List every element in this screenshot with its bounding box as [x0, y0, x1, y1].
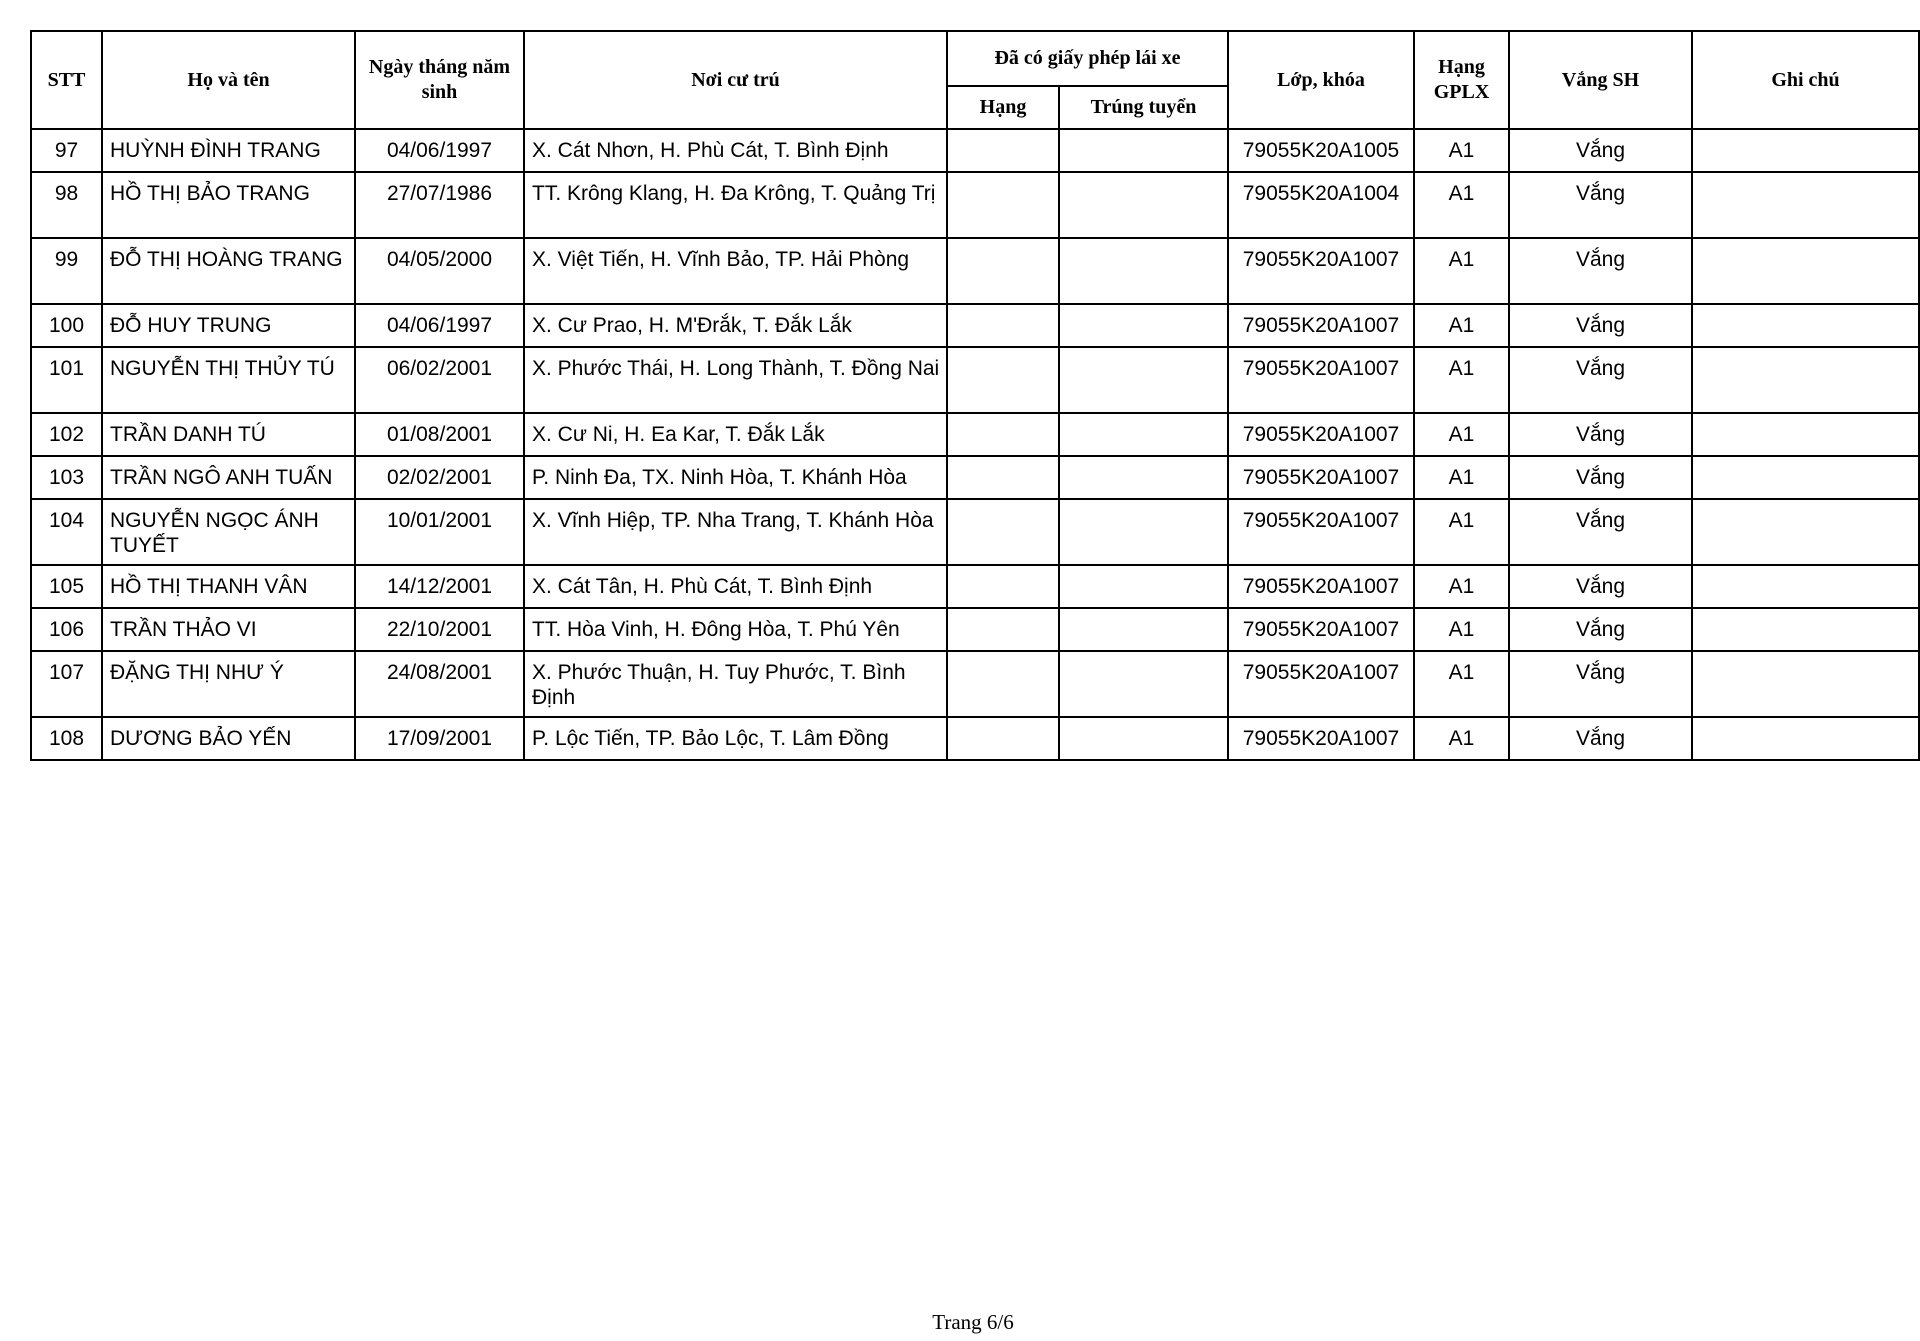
cell-gplx-class: A1 [1414, 238, 1509, 304]
cell-note [1692, 304, 1919, 347]
cell-name: ĐẶNG THỊ NHƯ Ý [102, 651, 355, 717]
cell-name: TRẦN NGÔ ANH TUẤN [102, 456, 355, 499]
cell-stt: 97 [31, 129, 102, 172]
cell-name: HUỲNH ĐÌNH TRANG [102, 129, 355, 172]
cell-dob: 06/02/2001 [355, 347, 524, 413]
header-absent: Vắng SH [1509, 31, 1692, 129]
cell-gplx-class: A1 [1414, 499, 1509, 565]
header-gplx-class: Hạng GPLX [1414, 31, 1509, 129]
cell-dob: 10/01/2001 [355, 499, 524, 565]
cell-absent: Vắng [1509, 347, 1692, 413]
cell-note [1692, 347, 1919, 413]
cell-course: 79055K20A1007 [1228, 238, 1414, 304]
table-header [31, 31, 1919, 129]
cell-note [1692, 456, 1919, 499]
table-row [31, 413, 1919, 456]
cell-name: HỒ THỊ THANH VÂN [102, 565, 355, 608]
cell-residence: X. Cát Tân, H. Phù Cát, T. Bình Định [524, 565, 947, 608]
table-row [31, 172, 1919, 238]
cell-license-pass [1059, 499, 1228, 565]
cell-absent: Vắng [1509, 456, 1692, 499]
cell-gplx-class: A1 [1414, 304, 1509, 347]
cell-gplx-class: A1 [1414, 565, 1509, 608]
cell-license-pass [1059, 651, 1228, 717]
cell-gplx-class: A1 [1414, 172, 1509, 238]
cell-license-class [947, 651, 1059, 717]
cell-license-class [947, 413, 1059, 456]
cell-license-class [947, 717, 1059, 760]
table-row [31, 129, 1919, 172]
cell-course: 79055K20A1007 [1228, 565, 1414, 608]
cell-license-pass [1059, 413, 1228, 456]
table-row [31, 499, 1919, 565]
cell-stt: 104 [31, 499, 102, 565]
cell-dob: 01/08/2001 [355, 413, 524, 456]
cell-note [1692, 608, 1919, 651]
cell-gplx-class: A1 [1414, 129, 1509, 172]
cell-stt: 103 [31, 456, 102, 499]
cell-residence: X. Việt Tiến, H. Vĩnh Bảo, TP. Hải Phòng [524, 238, 947, 304]
header-stt: STT [31, 31, 102, 129]
cell-absent: Vắng [1509, 413, 1692, 456]
cell-license-class [947, 565, 1059, 608]
cell-license-class [947, 304, 1059, 347]
student-list-table [30, 30, 1920, 761]
cell-absent: Vắng [1509, 172, 1692, 238]
cell-license-pass [1059, 456, 1228, 499]
page-number: Trang 6/6 [932, 1310, 1014, 1334]
cell-stt: 105 [31, 565, 102, 608]
table-row [31, 304, 1919, 347]
table-row [31, 608, 1919, 651]
cell-course: 79055K20A1005 [1228, 129, 1414, 172]
header-license-group: Đã có giấy phép lái xe [947, 31, 1228, 86]
header-course: Lớp, khóa [1228, 31, 1414, 129]
cell-residence: X. Vĩnh Hiệp, TP. Nha Trang, T. Khánh Hòa [524, 499, 947, 565]
cell-residence: P. Lộc Tiến, TP. Bảo Lộc, T. Lâm Đồng [524, 717, 947, 760]
cell-absent: Vắng [1509, 129, 1692, 172]
cell-residence: TT. Hòa Vinh, H. Đông Hòa, T. Phú Yên [524, 608, 947, 651]
cell-absent: Vắng [1509, 238, 1692, 304]
cell-course: 79055K20A1007 [1228, 413, 1414, 456]
cell-note [1692, 717, 1919, 760]
cell-course: 79055K20A1007 [1228, 304, 1414, 347]
cell-residence: X. Cư Prao, H. M'Đrắk, T. Đắk Lắk [524, 304, 947, 347]
cell-residence: X. Cư Ni, H. Ea Kar, T. Đắk Lắk [524, 413, 947, 456]
cell-license-class [947, 238, 1059, 304]
cell-absent: Vắng [1509, 651, 1692, 717]
cell-residence: X. Phước Thuận, H. Tuy Phước, T. Bình Định [524, 651, 947, 717]
cell-license-class [947, 456, 1059, 499]
cell-gplx-class: A1 [1414, 608, 1509, 651]
cell-dob: 27/07/1986 [355, 172, 524, 238]
cell-stt: 101 [31, 347, 102, 413]
header-note: Ghi chú [1692, 31, 1919, 129]
cell-note [1692, 172, 1919, 238]
cell-stt: 100 [31, 304, 102, 347]
cell-dob: 04/06/1997 [355, 304, 524, 347]
cell-course: 79055K20A1007 [1228, 347, 1414, 413]
table-row [31, 238, 1919, 304]
table-body [31, 129, 1919, 760]
cell-course: 79055K20A1007 [1228, 651, 1414, 717]
cell-dob: 22/10/2001 [355, 608, 524, 651]
cell-dob: 04/06/1997 [355, 129, 524, 172]
cell-license-pass [1059, 238, 1228, 304]
header-residence: Nơi cư trú [524, 31, 947, 129]
cell-note [1692, 129, 1919, 172]
cell-license-pass [1059, 717, 1228, 760]
cell-residence: TT. Krông Klang, H. Đa Krông, T. Quảng Trị [524, 172, 947, 238]
cell-license-pass [1059, 129, 1228, 172]
header-row-top [31, 31, 1919, 86]
cell-license-class [947, 499, 1059, 565]
cell-note [1692, 499, 1919, 565]
cell-course: 79055K20A1007 [1228, 717, 1414, 760]
table-row [31, 456, 1919, 499]
header-name: Họ và tên [102, 31, 355, 129]
cell-residence: X. Cát Nhơn, H. Phù Cát, T. Bình Định [524, 129, 947, 172]
cell-license-class [947, 347, 1059, 413]
cell-stt: 106 [31, 608, 102, 651]
cell-dob: 04/05/2000 [355, 238, 524, 304]
cell-gplx-class: A1 [1414, 413, 1509, 456]
cell-license-class [947, 608, 1059, 651]
cell-course: 79055K20A1004 [1228, 172, 1414, 238]
table-row [31, 347, 1919, 413]
header-license-pass: Trúng tuyển [1059, 86, 1228, 129]
cell-stt: 98 [31, 172, 102, 238]
cell-name: TRẦN THẢO VI [102, 608, 355, 651]
cell-course: 79055K20A1007 [1228, 456, 1414, 499]
cell-license-pass [1059, 608, 1228, 651]
cell-note [1692, 413, 1919, 456]
cell-license-class [947, 129, 1059, 172]
table-row [31, 651, 1919, 717]
cell-name: NGUYỄN THỊ THỦY TÚ [102, 347, 355, 413]
cell-name: HỒ THỊ BẢO TRANG [102, 172, 355, 238]
cell-gplx-class: A1 [1414, 456, 1509, 499]
cell-course: 79055K20A1007 [1228, 499, 1414, 565]
cell-license-class [947, 172, 1059, 238]
cell-course: 79055K20A1007 [1228, 608, 1414, 651]
cell-residence: X. Phước Thái, H. Long Thành, T. Đồng Nai [524, 347, 947, 413]
cell-absent: Vắng [1509, 304, 1692, 347]
cell-license-pass [1059, 565, 1228, 608]
cell-note [1692, 238, 1919, 304]
cell-name: NGUYỄN NGỌC ÁNH TUYẾT [102, 499, 355, 565]
cell-note [1692, 565, 1919, 608]
cell-name: ĐỖ THỊ HOÀNG TRANG [102, 238, 355, 304]
cell-residence: P. Ninh Đa, TX. Ninh Hòa, T. Khánh Hòa [524, 456, 947, 499]
cell-stt: 102 [31, 413, 102, 456]
table-row [31, 565, 1919, 608]
cell-dob: 17/09/2001 [355, 717, 524, 760]
cell-stt: 108 [31, 717, 102, 760]
cell-absent: Vắng [1509, 499, 1692, 565]
cell-absent: Vắng [1509, 717, 1692, 760]
cell-dob: 02/02/2001 [355, 456, 524, 499]
cell-stt: 99 [31, 238, 102, 304]
cell-gplx-class: A1 [1414, 651, 1509, 717]
cell-license-pass [1059, 304, 1228, 347]
header-license-class: Hạng [947, 86, 1059, 129]
cell-license-pass [1059, 172, 1228, 238]
cell-name: ĐỖ HUY TRUNG [102, 304, 355, 347]
cell-name: DƯƠNG BẢO YẾN [102, 717, 355, 760]
table-row [31, 717, 1919, 760]
cell-absent: Vắng [1509, 608, 1692, 651]
cell-name: TRẦN DANH TÚ [102, 413, 355, 456]
cell-dob: 14/12/2001 [355, 565, 524, 608]
header-dob: Ngày tháng năm sinh [355, 31, 524, 129]
cell-gplx-class: A1 [1414, 717, 1509, 760]
cell-dob: 24/08/2001 [355, 651, 524, 717]
cell-gplx-class: A1 [1414, 347, 1509, 413]
cell-license-pass [1059, 347, 1228, 413]
cell-note [1692, 651, 1919, 717]
cell-stt: 107 [31, 651, 102, 717]
cell-absent: Vắng [1509, 565, 1692, 608]
